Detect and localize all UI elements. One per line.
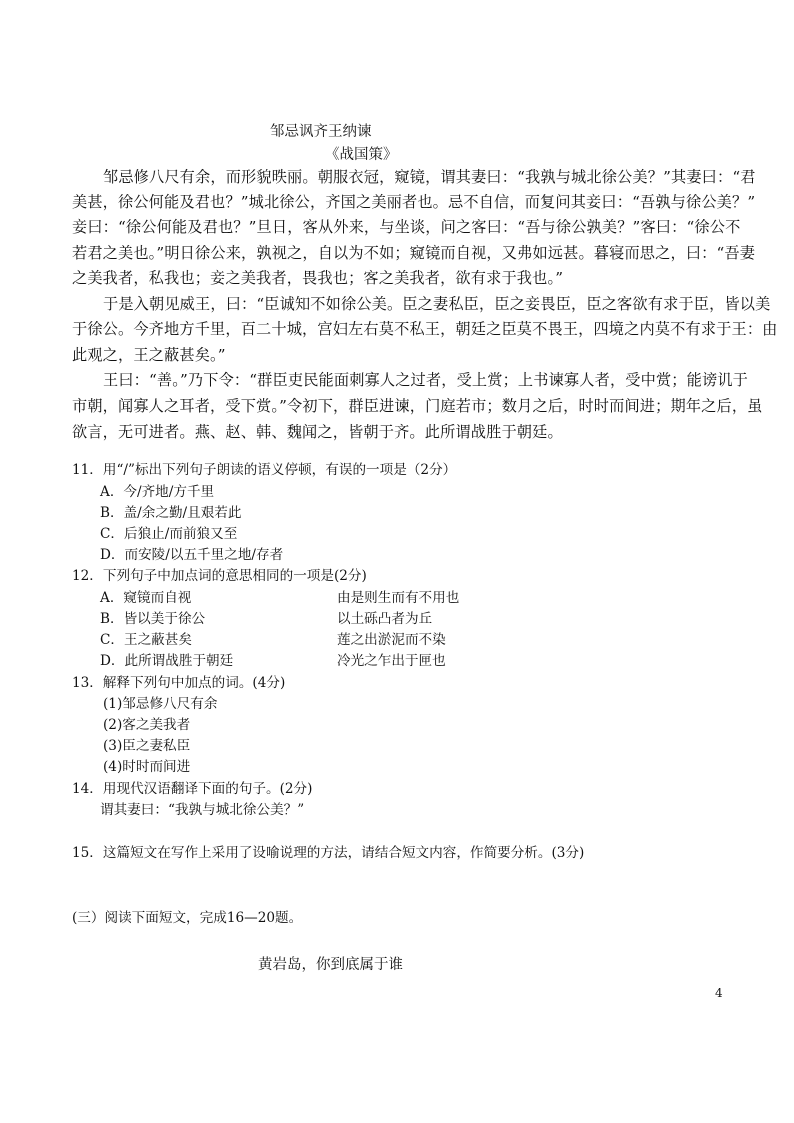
option-d-compare: 冷光之乍出于匣也: [337, 653, 446, 669]
page-number: 4: [715, 986, 723, 1000]
question-stem: 12．下列句子中加点词的意思相同的一项是(2分): [72, 568, 367, 584]
item-4: (4)时时而间进: [103, 759, 191, 775]
passage-line: 此观之，王之蔽甚矣。”: [72, 346, 226, 364]
option-c: C．王之蔽甚矣: [100, 632, 192, 648]
item-3: (3)臣之妻私臣: [103, 738, 191, 754]
option-b-compare: 以土砾凸者为丘: [337, 611, 433, 627]
option-b: B．盖/余之勤/且艰若此: [100, 505, 242, 521]
option-b: B．皆以美于徐公: [100, 611, 206, 627]
question-stem: 13．解释下列句中加点的词。(4分): [72, 675, 286, 691]
option-c-compare: 莲之出淤泥而不染: [337, 632, 446, 648]
passage-line: 于是入朝见威王，曰：“臣诚知不如徐公美。臣之妻私臣，臣之妾畏臣，臣之客欲有求于臣，皆以美: [103, 295, 771, 313]
question-stem: 14．用现代汉语翻译下面的句子。(2分): [72, 781, 313, 797]
question-15-stem: 15．这篇短文在写作上采用了设喻说理的方法，请结合短文内容，作简要分析。(3分): [72, 845, 585, 861]
question-stem: 11．用“/”标出下列句子朗读的语义停顿，有误的一项是（2分）: [72, 462, 457, 478]
translate-sentence: 谓其妻曰：“我孰与城北徐公美？”: [100, 802, 305, 818]
passage-source: 《战国策》: [325, 147, 398, 163]
passage-line: 王曰：“善。”乃下令：“群臣吏民能面刺寡人之过者，受上赏；上书谏寡人者，受中赏；能谤讥于: [103, 371, 748, 389]
passage-line: 妾曰：“徐公何能及君也？”旦日，客从外来，与坐谈，问之客曰：“吾与徐公孰美？”客曰：“徐公不: [72, 218, 741, 236]
item-1: (1)邹忌修八尺有余: [103, 696, 218, 712]
passage-line: 邹忌修八尺有余，而形貌昳丽。朝服衣冠，窥镜，谓其妻曰：“我孰与城北徐公美？”其妻曰：“君: [103, 168, 756, 186]
passage-line: 之美我者，私我也；妾之美我者，畏我也；客之美我者，欲有求于我也。”: [72, 269, 564, 287]
passage-line: 若君之美也。”明日徐公来，孰视之，自以为不如；窥镜而自视，又弗如远甚。暮寝而思之，曰：“吾妻: [72, 244, 756, 262]
passage-line: 美甚，徐公何能及君也？”城北徐公，齐国之美丽者也。忌不自信，而复问其妾曰：“吾孰与徐公美？”: [72, 193, 756, 211]
option-d: D．此所谓战胜于朝廷: [100, 653, 234, 669]
item-2: (2)客之美我者: [103, 717, 191, 733]
option-a: A．窥镜而自视: [100, 590, 192, 606]
section-3-heading: (三）阅读下面短文，完成16—20题。: [72, 910, 303, 926]
passage-title: 邹忌讽齐王纳谏: [270, 124, 372, 140]
option-a-compare: 由是则生而有不用也: [337, 590, 460, 606]
option-a: A．今/齐地/方千里: [100, 484, 215, 500]
option-c: C．后狼止/而前狼又至: [100, 526, 238, 542]
passage-line: 于徐公。今齐地方千里，百二十城，宫妇左右莫不私王，朝廷之臣莫不畏王，四境之内莫不有求于王：由: [72, 320, 778, 338]
option-d: D．而安陵/以五千里之地/存者: [100, 547, 284, 563]
passage-line: 欲言，无可进者。燕、赵、韩、魏闻之，皆朝于齐。此所谓战胜于朝廷。: [72, 423, 563, 441]
passage-line: 市朝，闻寡人之耳者，受下赏。”令初下，群臣进谏，门庭若市；数月之后，时时而间进；期年之后，虽: [72, 397, 763, 415]
section-3-title: 黄岩岛，你到底属于谁: [258, 957, 403, 973]
